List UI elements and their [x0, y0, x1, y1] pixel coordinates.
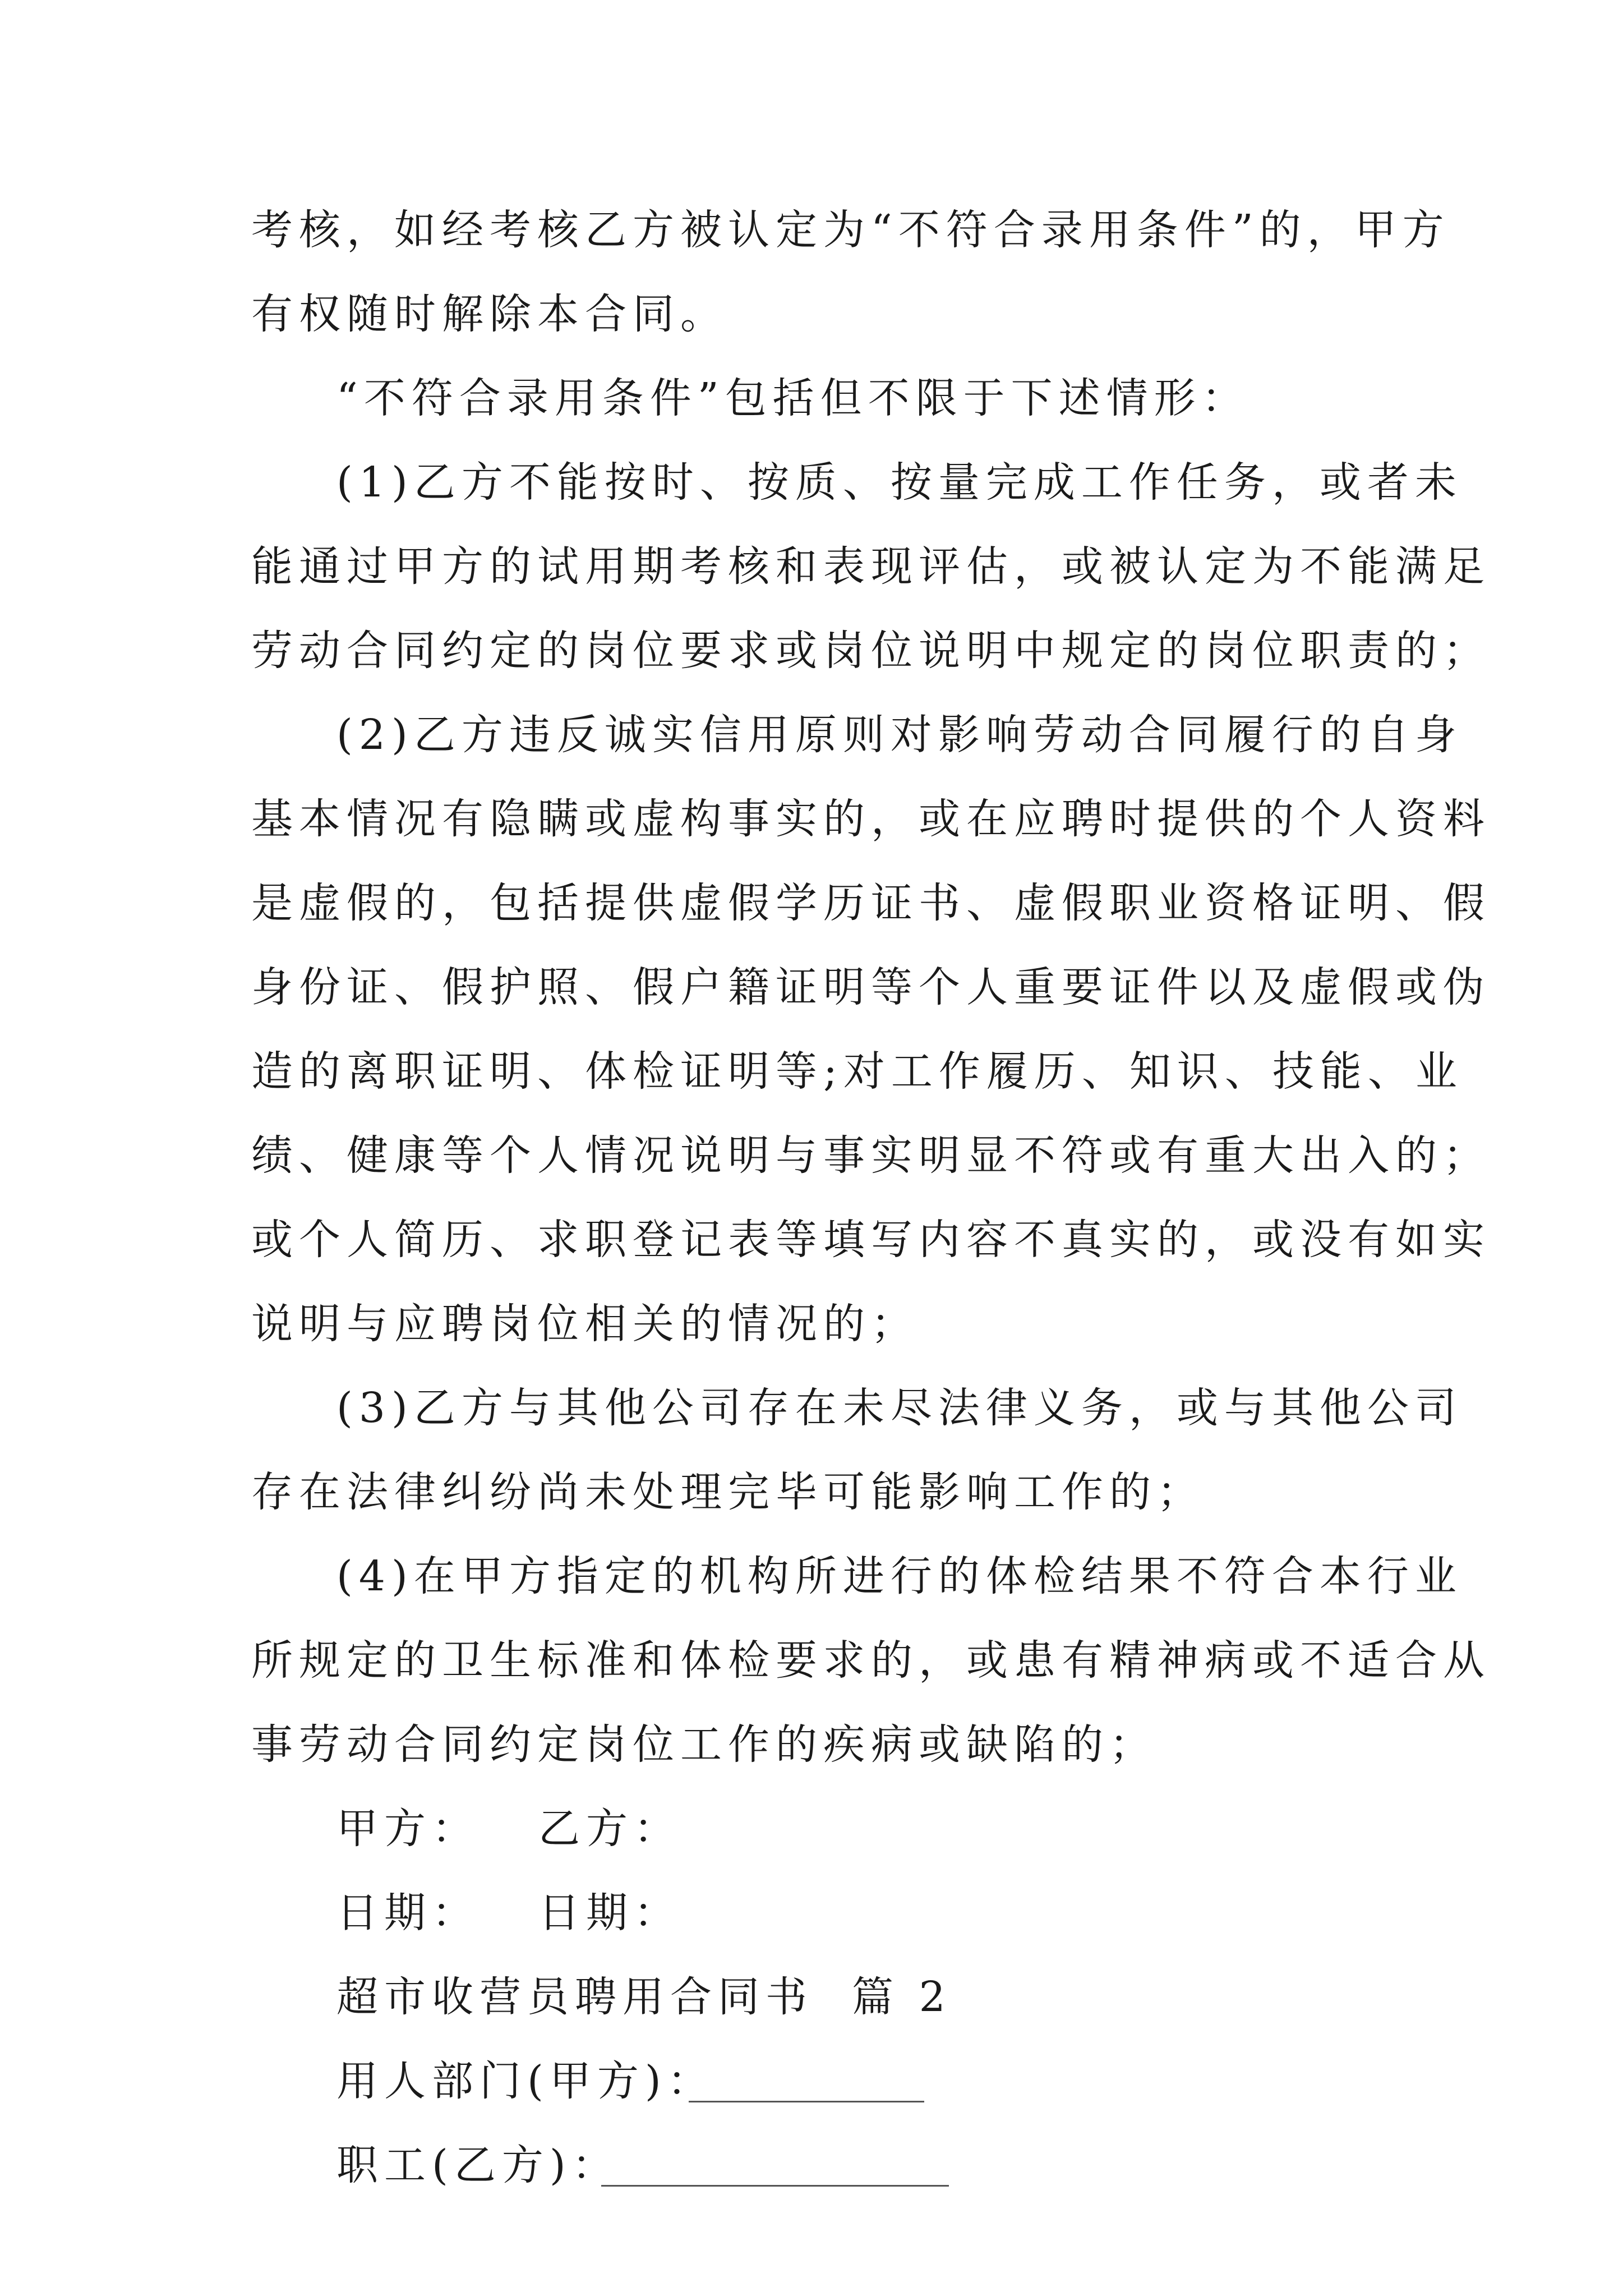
body-line-11: 造的离职证明、体检证明等;对工作履历、知识、技能、业: [251, 1047, 1463, 1096]
body-line-17: (4)在甲方指定的机构所进行的体检结果不符合本行业: [336, 1552, 1463, 1600]
body-line-9: 是虚假的，包括提供虚假学历证书、虚假职业资格证明、假: [251, 879, 1491, 927]
body-line-5: 能通过甲方的试用期考核和表现评估，或被认定为不能满足: [251, 542, 1491, 591]
body-line-6: 劳动合同约定的岗位要求或岗位说明中规定的岗位职责的；: [251, 627, 1491, 675]
date-a-label: 日期：: [336, 1889, 479, 1937]
party-b-label: 乙方：: [538, 1805, 681, 1853]
body-line-8: 基本情况有隐瞒或虚构事实的，或在应聘时提供的个人资料: [251, 795, 1491, 843]
employer-label: 用人部门(甲方)：: [336, 2057, 715, 2105]
body-line-12: 绩、健康等个人情况说明与事实明显不符或有重大出入的；: [251, 1131, 1491, 1180]
date-b-label: 日期：: [538, 1889, 681, 1937]
body-line-2: 有权随时解除本合同。: [251, 290, 728, 338]
employee-label: 职工(乙方)：: [336, 2141, 620, 2189]
body-line-1: 考核，如经考核乙方被认定为“不符合录用条件”的，甲方: [251, 206, 1450, 254]
body-line-4: (1)乙方不能按时、按质、按量完成工作任务，或者未: [336, 458, 1463, 507]
employer-blank-line: [689, 2101, 924, 2102]
body-line-14: 说明与应聘岗位相关的情况的；: [251, 1300, 919, 1348]
body-line-3: “不符合录用条件”包括但不限于下述情形：: [336, 374, 1249, 422]
body-line-16: 存在法律纠纷尚未处理完毕可能影响工作的；: [251, 1468, 1205, 1516]
body-line-18: 所规定的卫生标准和体检要求的，或患有精神病或不适合从: [251, 1636, 1491, 1685]
section-title: 超市收营员聘用合同书 篇 2: [336, 1973, 952, 2021]
body-line-13: 或个人简历、求职登记表等填写内容不真实的，或没有如实: [251, 1216, 1491, 1264]
body-line-10: 身份证、假护照、假户籍证明等个人重要证件以及虚假或伪: [251, 963, 1491, 1011]
body-line-15: (3)乙方与其他公司存在未尽法律义务，或与其他公司: [336, 1384, 1463, 1432]
party-a-label: 甲方：: [336, 1805, 479, 1853]
employee-blank-line: [601, 2185, 949, 2187]
body-line-7: (2)乙方违反诚实信用原则对影响劳动合同履行的自身: [336, 711, 1463, 759]
body-line-19: 事劳动合同约定岗位工作的疾病或缺陷的；: [251, 1720, 1157, 1769]
